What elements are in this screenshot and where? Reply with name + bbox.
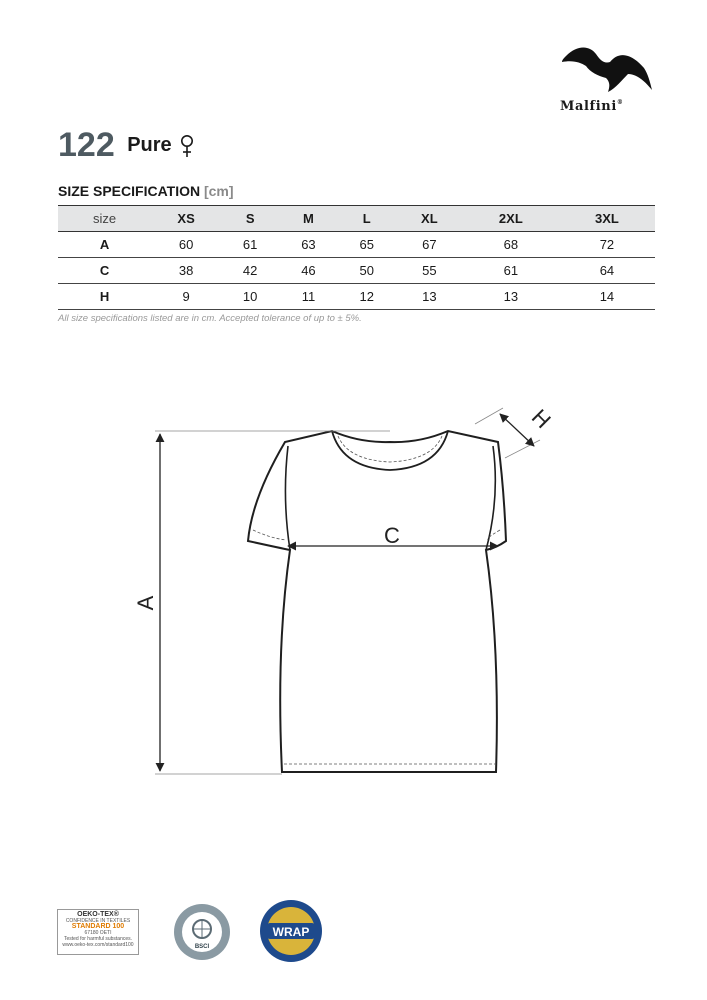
size-table — [58, 205, 655, 310]
female-icon — [180, 134, 194, 158]
header-cell: L — [362, 211, 371, 226]
brand-wordmark — [560, 99, 623, 114]
row-label: A — [99, 237, 110, 252]
table-cell: 68 — [503, 237, 519, 252]
header-cell: 2XL — [498, 211, 523, 226]
row-label: C — [99, 263, 110, 278]
tshirt-diagram — [120, 398, 580, 788]
spec-title: SIZE SPECIFICATION — [58, 183, 201, 199]
oeko-title: OEKO-TEX® — [77, 911, 119, 918]
brand-logo — [556, 42, 656, 94]
header-cell: 3XL — [595, 211, 619, 226]
oeko-tex-badge — [57, 909, 139, 955]
size-header-row — [58, 206, 655, 232]
oeko-subtitle: CONFIDENCE IN TEXTILES — [65, 918, 131, 924]
oeko-standard: STANDARD 100 — [71, 923, 125, 930]
measure-a-label: A — [133, 595, 158, 611]
bsci-badge — [172, 902, 232, 962]
measure-h-guide-1 — [475, 408, 503, 424]
table-cell: 10 — [242, 289, 258, 304]
brand-name: Malfini — [560, 99, 617, 114]
table-row — [58, 284, 655, 310]
bsci-label: BSCI — [194, 944, 210, 950]
table-cell: 9 — [182, 289, 190, 304]
table-cell: 12 — [359, 289, 374, 304]
table-cell: 13 — [422, 289, 437, 304]
table-cell: 14 — [599, 289, 615, 304]
measure-c-label: C — [384, 523, 400, 548]
row-label: H — [99, 289, 110, 304]
eagle-icon — [560, 42, 652, 94]
tolerance-note: All size specifications listed are in cm. Accepted tolerance of up to ± 5%. — [58, 313, 362, 324]
measure-h-guide-2 — [505, 440, 540, 458]
table-cell: 72 — [599, 237, 615, 252]
header-cell: M — [303, 211, 314, 226]
wrap-label: WRAP — [272, 925, 310, 939]
table-cell: 61 — [503, 263, 519, 278]
table-cell: 67 — [422, 237, 437, 252]
table-cell: 46 — [301, 263, 316, 278]
oeko-line2: www.oeko-tex.com/standard100 — [62, 942, 134, 948]
header-cell: XS — [177, 211, 195, 226]
table-cell: 55 — [422, 263, 437, 278]
table-cell: 50 — [359, 263, 374, 278]
product-name: Pure — [127, 134, 172, 156]
table-cell: 61 — [242, 237, 258, 252]
table-cell: 42 — [242, 263, 258, 278]
oeko-line1: Tested for harmful substances. — [63, 936, 133, 942]
table-cell: 11 — [301, 289, 316, 304]
header-cell: S — [245, 211, 255, 226]
table-row — [58, 258, 655, 284]
product-number: 122 — [58, 126, 115, 164]
table-cell: 65 — [359, 237, 374, 252]
table-cell: 63 — [301, 237, 316, 252]
table-cell: 64 — [599, 263, 615, 278]
spec-heading — [58, 183, 234, 199]
header-cell: XL — [421, 211, 438, 226]
tshirt-outline — [248, 431, 506, 772]
oeko-code: 67180 OETI — [84, 930, 112, 936]
measure-h-label: H — [526, 404, 556, 434]
table-cell: 13 — [503, 289, 519, 304]
table-cell: 60 — [178, 237, 194, 252]
table-cell: 38 — [178, 263, 194, 278]
table-row — [58, 232, 655, 258]
header-cell: size — [93, 211, 117, 226]
product-title — [58, 126, 194, 165]
spec-unit: [cm] — [203, 183, 234, 199]
wrap-badge — [258, 898, 324, 964]
brand-reg-mark: ® — [616, 99, 624, 106]
